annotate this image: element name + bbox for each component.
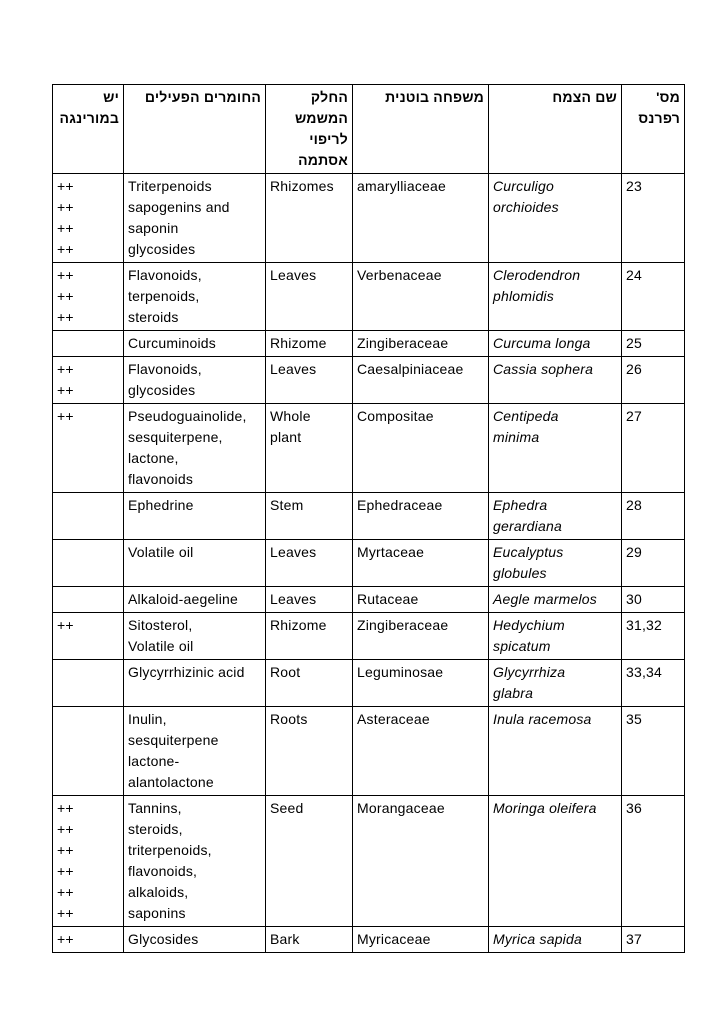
plant-part-cell: Stem bbox=[266, 493, 353, 540]
botanical-family-cell: Zingiberaceae bbox=[353, 331, 489, 357]
table-row bbox=[53, 613, 685, 660]
plant-name-cell: Clerodendron phlomidis bbox=[489, 263, 622, 331]
plant-part-cell: Seed bbox=[266, 796, 353, 927]
moringa-presence-cell: ++ ++ bbox=[53, 357, 124, 404]
plant-name-cell: Centipeda minima bbox=[489, 404, 622, 493]
reference-number-cell: 31,32 bbox=[622, 613, 685, 660]
table-body bbox=[53, 174, 685, 953]
active-compounds-cell: Pseudoguainolide, sesquiterpene, lactone, flavonoids bbox=[124, 404, 266, 493]
plant-part-cell: Leaves bbox=[266, 587, 353, 613]
reference-number-cell: 29 bbox=[622, 540, 685, 587]
plant-part-cell: Bark bbox=[266, 927, 353, 953]
plant-reference-table bbox=[52, 84, 685, 953]
botanical-family-cell: Caesalpiniaceae bbox=[353, 357, 489, 404]
botanical-family-cell: Zingiberaceae bbox=[353, 613, 489, 660]
moringa-presence-cell: ++ ++ ++ ++ ++ ++ bbox=[53, 796, 124, 927]
botanical-family-cell: Ephedraceae bbox=[353, 493, 489, 540]
moringa-presence-cell: ++ bbox=[53, 404, 124, 493]
moringa-presence-cell: ++ ++ ++ ++ bbox=[53, 174, 124, 263]
botanical-family-cell: Morangaceae bbox=[353, 796, 489, 927]
plant-part-cell: Roots bbox=[266, 707, 353, 796]
reference-number-cell: 27 bbox=[622, 404, 685, 493]
moringa-presence-cell: ++ bbox=[53, 927, 124, 953]
botanical-family-cell: Myricaceae bbox=[353, 927, 489, 953]
table-row bbox=[53, 263, 685, 331]
botanical-family-cell: Verbenaceae bbox=[353, 263, 489, 331]
table-row bbox=[53, 404, 685, 493]
active-compounds-cell: Ephedrine bbox=[124, 493, 266, 540]
active-compounds-cell: Glycosides bbox=[124, 927, 266, 953]
plant-name-cell: Eucalyptus globules bbox=[489, 540, 622, 587]
table-row bbox=[53, 493, 685, 540]
table-row bbox=[53, 796, 685, 927]
active-compounds-cell: Alkaloid-aegeline bbox=[124, 587, 266, 613]
table-row bbox=[53, 927, 685, 953]
header-plant-name: שם הצמח bbox=[489, 85, 622, 174]
moringa-presence-cell bbox=[53, 707, 124, 796]
active-compounds-cell: Curcuminoids bbox=[124, 331, 266, 357]
active-compounds-cell: Flavonoids, terpenoids, steroids bbox=[124, 263, 266, 331]
header-botanical-family: משפחה בוטנית bbox=[353, 85, 489, 174]
active-compounds-cell: Inulin, sesquiterpene lactone- alantolactone bbox=[124, 707, 266, 796]
table-row bbox=[53, 540, 685, 587]
plant-part-cell: Leaves bbox=[266, 263, 353, 331]
plant-name-cell: Moringa oleifera bbox=[489, 796, 622, 927]
plant-part-cell: Leaves bbox=[266, 540, 353, 587]
active-compounds-cell: Flavonoids, glycosides bbox=[124, 357, 266, 404]
botanical-family-cell: Rutaceae bbox=[353, 587, 489, 613]
table-row bbox=[53, 174, 685, 263]
botanical-family-cell: Compositae bbox=[353, 404, 489, 493]
table-row bbox=[53, 357, 685, 404]
header-row bbox=[53, 85, 685, 174]
plant-name-cell: Hedychium spicatum bbox=[489, 613, 622, 660]
reference-number-cell: 30 bbox=[622, 587, 685, 613]
plant-name-cell: Cassia sophera bbox=[489, 357, 622, 404]
reference-number-cell: 24 bbox=[622, 263, 685, 331]
active-compounds-cell: Glycyrrhizinic acid bbox=[124, 660, 266, 707]
moringa-presence-cell: ++ bbox=[53, 613, 124, 660]
plant-part-cell: Root bbox=[266, 660, 353, 707]
moringa-presence-cell bbox=[53, 331, 124, 357]
header-active-compounds: החומרים הפעילים bbox=[124, 85, 266, 174]
moringa-presence-cell bbox=[53, 540, 124, 587]
plant-part-cell: Rhizome bbox=[266, 331, 353, 357]
reference-number-cell: 28 bbox=[622, 493, 685, 540]
table-header bbox=[53, 85, 685, 174]
header-reference-number: מס' רפרנס bbox=[622, 85, 685, 174]
active-compounds-cell: Triterpenoids sapogenins and saponin glycosides bbox=[124, 174, 266, 263]
moringa-presence-cell bbox=[53, 493, 124, 540]
plant-name-cell: Curcuma longa bbox=[489, 331, 622, 357]
moringa-presence-cell bbox=[53, 660, 124, 707]
plant-part-cell: Whole plant bbox=[266, 404, 353, 493]
reference-number-cell: 26 bbox=[622, 357, 685, 404]
botanical-family-cell: Leguminosae bbox=[353, 660, 489, 707]
plant-name-cell: Glycyrrhiza glabra bbox=[489, 660, 622, 707]
plant-part-cell: Rhizomes bbox=[266, 174, 353, 263]
moringa-presence-cell: ++ ++ ++ bbox=[53, 263, 124, 331]
reference-number-cell: 33,34 bbox=[622, 660, 685, 707]
plant-name-cell: Curculigo orchioides bbox=[489, 174, 622, 263]
botanical-family-cell: amarylliaceae bbox=[353, 174, 489, 263]
plant-part-cell: Rhizome bbox=[266, 613, 353, 660]
active-compounds-cell: Volatile oil bbox=[124, 540, 266, 587]
header-moringa-presence: יש במורינגה bbox=[53, 85, 124, 174]
table-row bbox=[53, 587, 685, 613]
reference-number-cell: 37 bbox=[622, 927, 685, 953]
botanical-family-cell: Myrtaceae bbox=[353, 540, 489, 587]
table-row bbox=[53, 707, 685, 796]
reference-number-cell: 23 bbox=[622, 174, 685, 263]
reference-number-cell: 25 bbox=[622, 331, 685, 357]
active-compounds-cell: Tannins, steroids, triterpenoids, flavonoids, alkaloids, saponins bbox=[124, 796, 266, 927]
moringa-presence-cell bbox=[53, 587, 124, 613]
plant-name-cell: Aegle marmelos bbox=[489, 587, 622, 613]
reference-number-cell: 36 bbox=[622, 796, 685, 927]
reference-number-cell: 35 bbox=[622, 707, 685, 796]
active-compounds-cell: Sitosterol, Volatile oil bbox=[124, 613, 266, 660]
plant-name-cell: Inula racemosa bbox=[489, 707, 622, 796]
table-row bbox=[53, 331, 685, 357]
plant-name-cell: Ephedra gerardiana bbox=[489, 493, 622, 540]
botanical-family-cell: Asteraceae bbox=[353, 707, 489, 796]
plant-part-cell: Leaves bbox=[266, 357, 353, 404]
plant-name-cell: Myrica sapida bbox=[489, 927, 622, 953]
header-plant-part: החלק המשמש לריפוי אסתמה bbox=[266, 85, 353, 174]
table-row bbox=[53, 660, 685, 707]
